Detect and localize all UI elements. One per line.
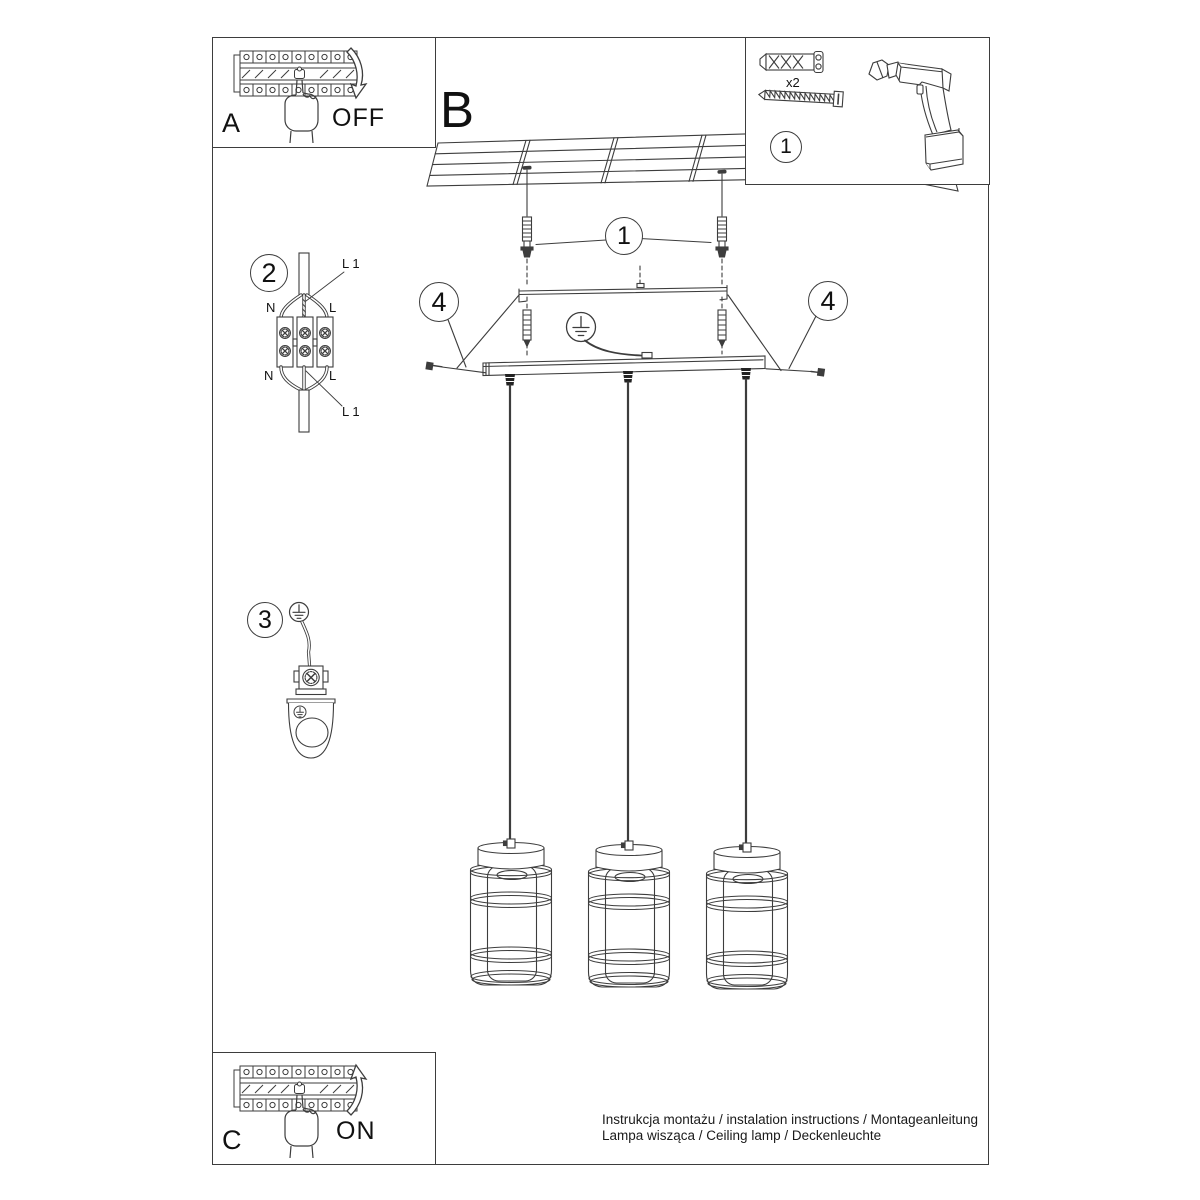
wire-label-live-top: L [329,300,337,315]
callout-grounding: 3 [247,602,283,638]
breaker-panel-off-drawing [213,38,435,147]
screw-right-drawing [716,217,728,257]
wire-label-line-top: L 1 [342,256,360,271]
ground-clamp-drawing [287,603,335,759]
callout-ceiling-screws: 1 [605,217,643,255]
screw-left-drawing [521,217,533,257]
footer-text [602,1112,982,1143]
wall-plug-icon [760,52,823,73]
terminal-block-drawing [277,253,344,432]
breaker-panel [240,1066,357,1111]
footer-line-2: Lampa wisząca / Ceiling lamp / Deckenleuchte [602,1127,882,1143]
footer-line-1: Instrukcja montażu / instalation instructions / Montageanleitung [602,1112,978,1127]
suspension-cords [510,380,746,845]
step-c-action-label: ON [336,1117,376,1145]
ground-symbol-icon [567,313,596,342]
breaker-panel [240,51,357,96]
wire-label-live-bottom: L [329,368,337,383]
alignment-line [527,170,722,216]
line-label-leader-top [306,272,344,301]
wall-anchor-left-drawing [523,310,531,347]
step-a-label: A [222,108,241,138]
wire-label-neutral-bottom: N [264,368,274,383]
callout-wiring: 2 [250,254,288,292]
wire-label-line-bottom: L 1 [342,404,360,419]
parts-callout-badge: 1 [770,131,802,163]
dashed-alignment-lines [527,259,722,358]
breaker-panel-on-drawing [213,1053,435,1164]
drill-icon [869,60,963,170]
step-c-box [212,1052,436,1165]
screw-quantity-label: x2 [786,75,800,90]
wall-anchor-right-drawing [718,310,726,347]
pendant-lamp-drawing [471,839,788,989]
step-a-action-label: OFF [332,104,385,132]
callout-canopy-screw-right: 4 [808,281,848,321]
mounting-rail-drawing [519,284,727,303]
clamp-screw [303,669,319,685]
screw-icon [758,86,843,107]
callout-canopy-screw-left: 4 [419,282,459,322]
step-b-label: B [440,81,476,138]
parts-box [745,37,990,185]
wire-label-neutral-top: N [266,300,276,315]
ground-wire [585,341,647,357]
step-c-label: C [222,1125,242,1155]
step-a-box [212,37,436,148]
